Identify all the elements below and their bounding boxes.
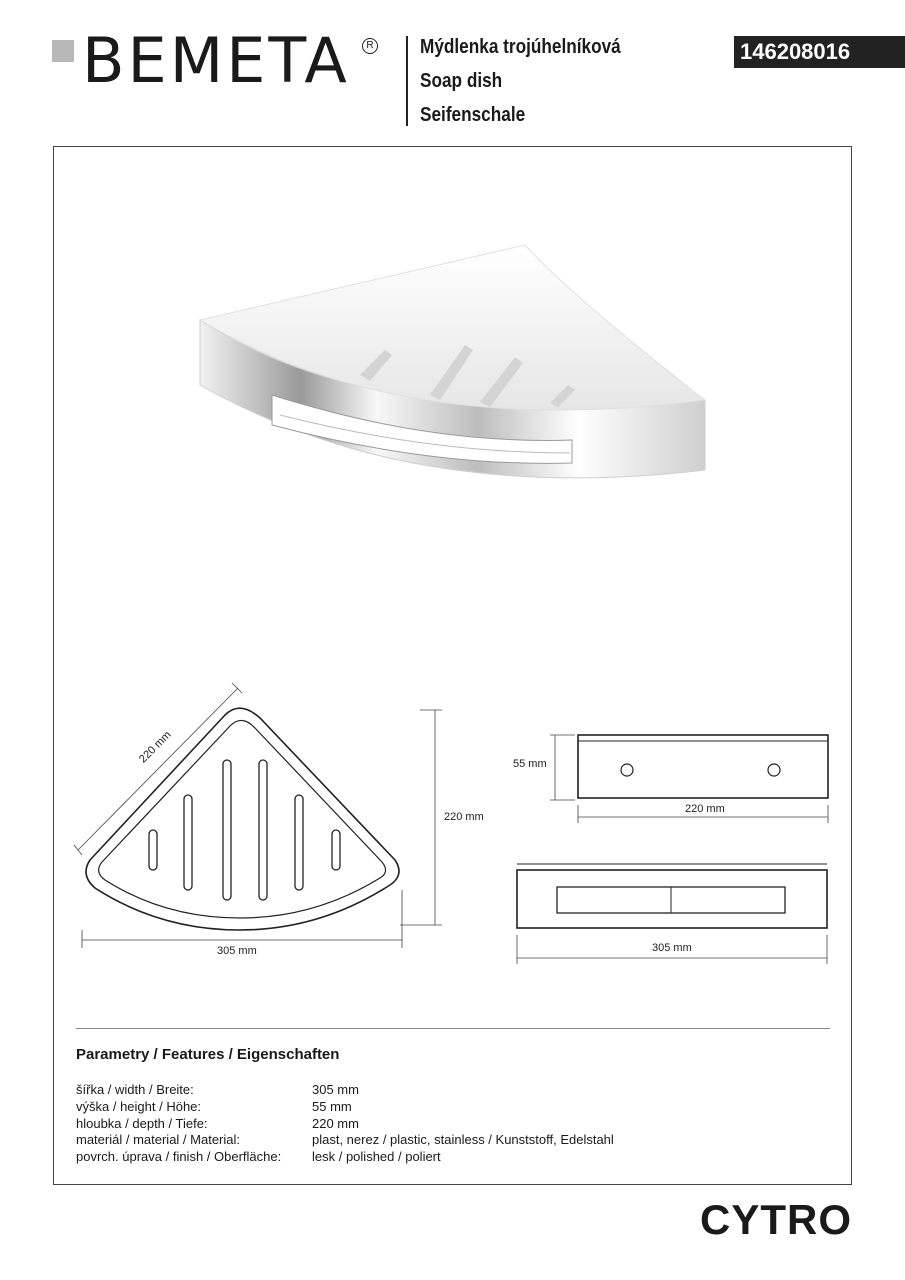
spec-label-depth: hloubka / depth / Tiefe:: [76, 1116, 208, 1131]
spec-label-width: šířka / width / Breite:: [76, 1082, 194, 1097]
spec-label-finish: povrch. úprava / finish / Oberfläche:: [76, 1149, 282, 1164]
dim-front-width: 305 mm: [652, 942, 692, 954]
spec-value-width: 305 mm: [312, 1082, 359, 1097]
dim-top-height: 220 mm: [444, 811, 484, 823]
spec-value-finish: lesk / polished / poliert: [312, 1149, 441, 1164]
spec-label-material: materiál / material / Material:: [76, 1132, 240, 1147]
dim-top-diag: 220 mm: [137, 728, 174, 766]
title-de: Seifenschale: [420, 104, 526, 126]
spec-value-material: plast, nerez / plastic, stainless / Kunststoff, Edelstahl: [312, 1132, 614, 1147]
features-heading: Parametry / Features / Eigenschaften: [76, 1046, 340, 1063]
product-photo: [180, 235, 720, 505]
series-name: CYTRO: [700, 1196, 852, 1243]
spec-value-height: 55 mm: [312, 1099, 352, 1114]
product-code: 146208016: [734, 36, 905, 68]
top-view-drawing: [60, 680, 480, 970]
dim-side-width: 220 mm: [685, 803, 725, 815]
features-separator: [76, 1028, 830, 1029]
dim-top-width: 305 mm: [217, 945, 257, 957]
spec-value-depth: 220 mm: [312, 1116, 359, 1131]
title-divider: [406, 36, 408, 126]
registered-mark: R: [362, 38, 378, 54]
title-en: Soap dish: [420, 70, 503, 92]
brand-logo: BEMETA: [82, 24, 350, 97]
spec-label-height: výška / height / Höhe:: [76, 1099, 202, 1114]
brand-square: [52, 40, 74, 62]
title-cz: Mýdlenka trojúhelníková: [420, 36, 621, 58]
dim-side-height: 55 mm: [513, 758, 547, 770]
